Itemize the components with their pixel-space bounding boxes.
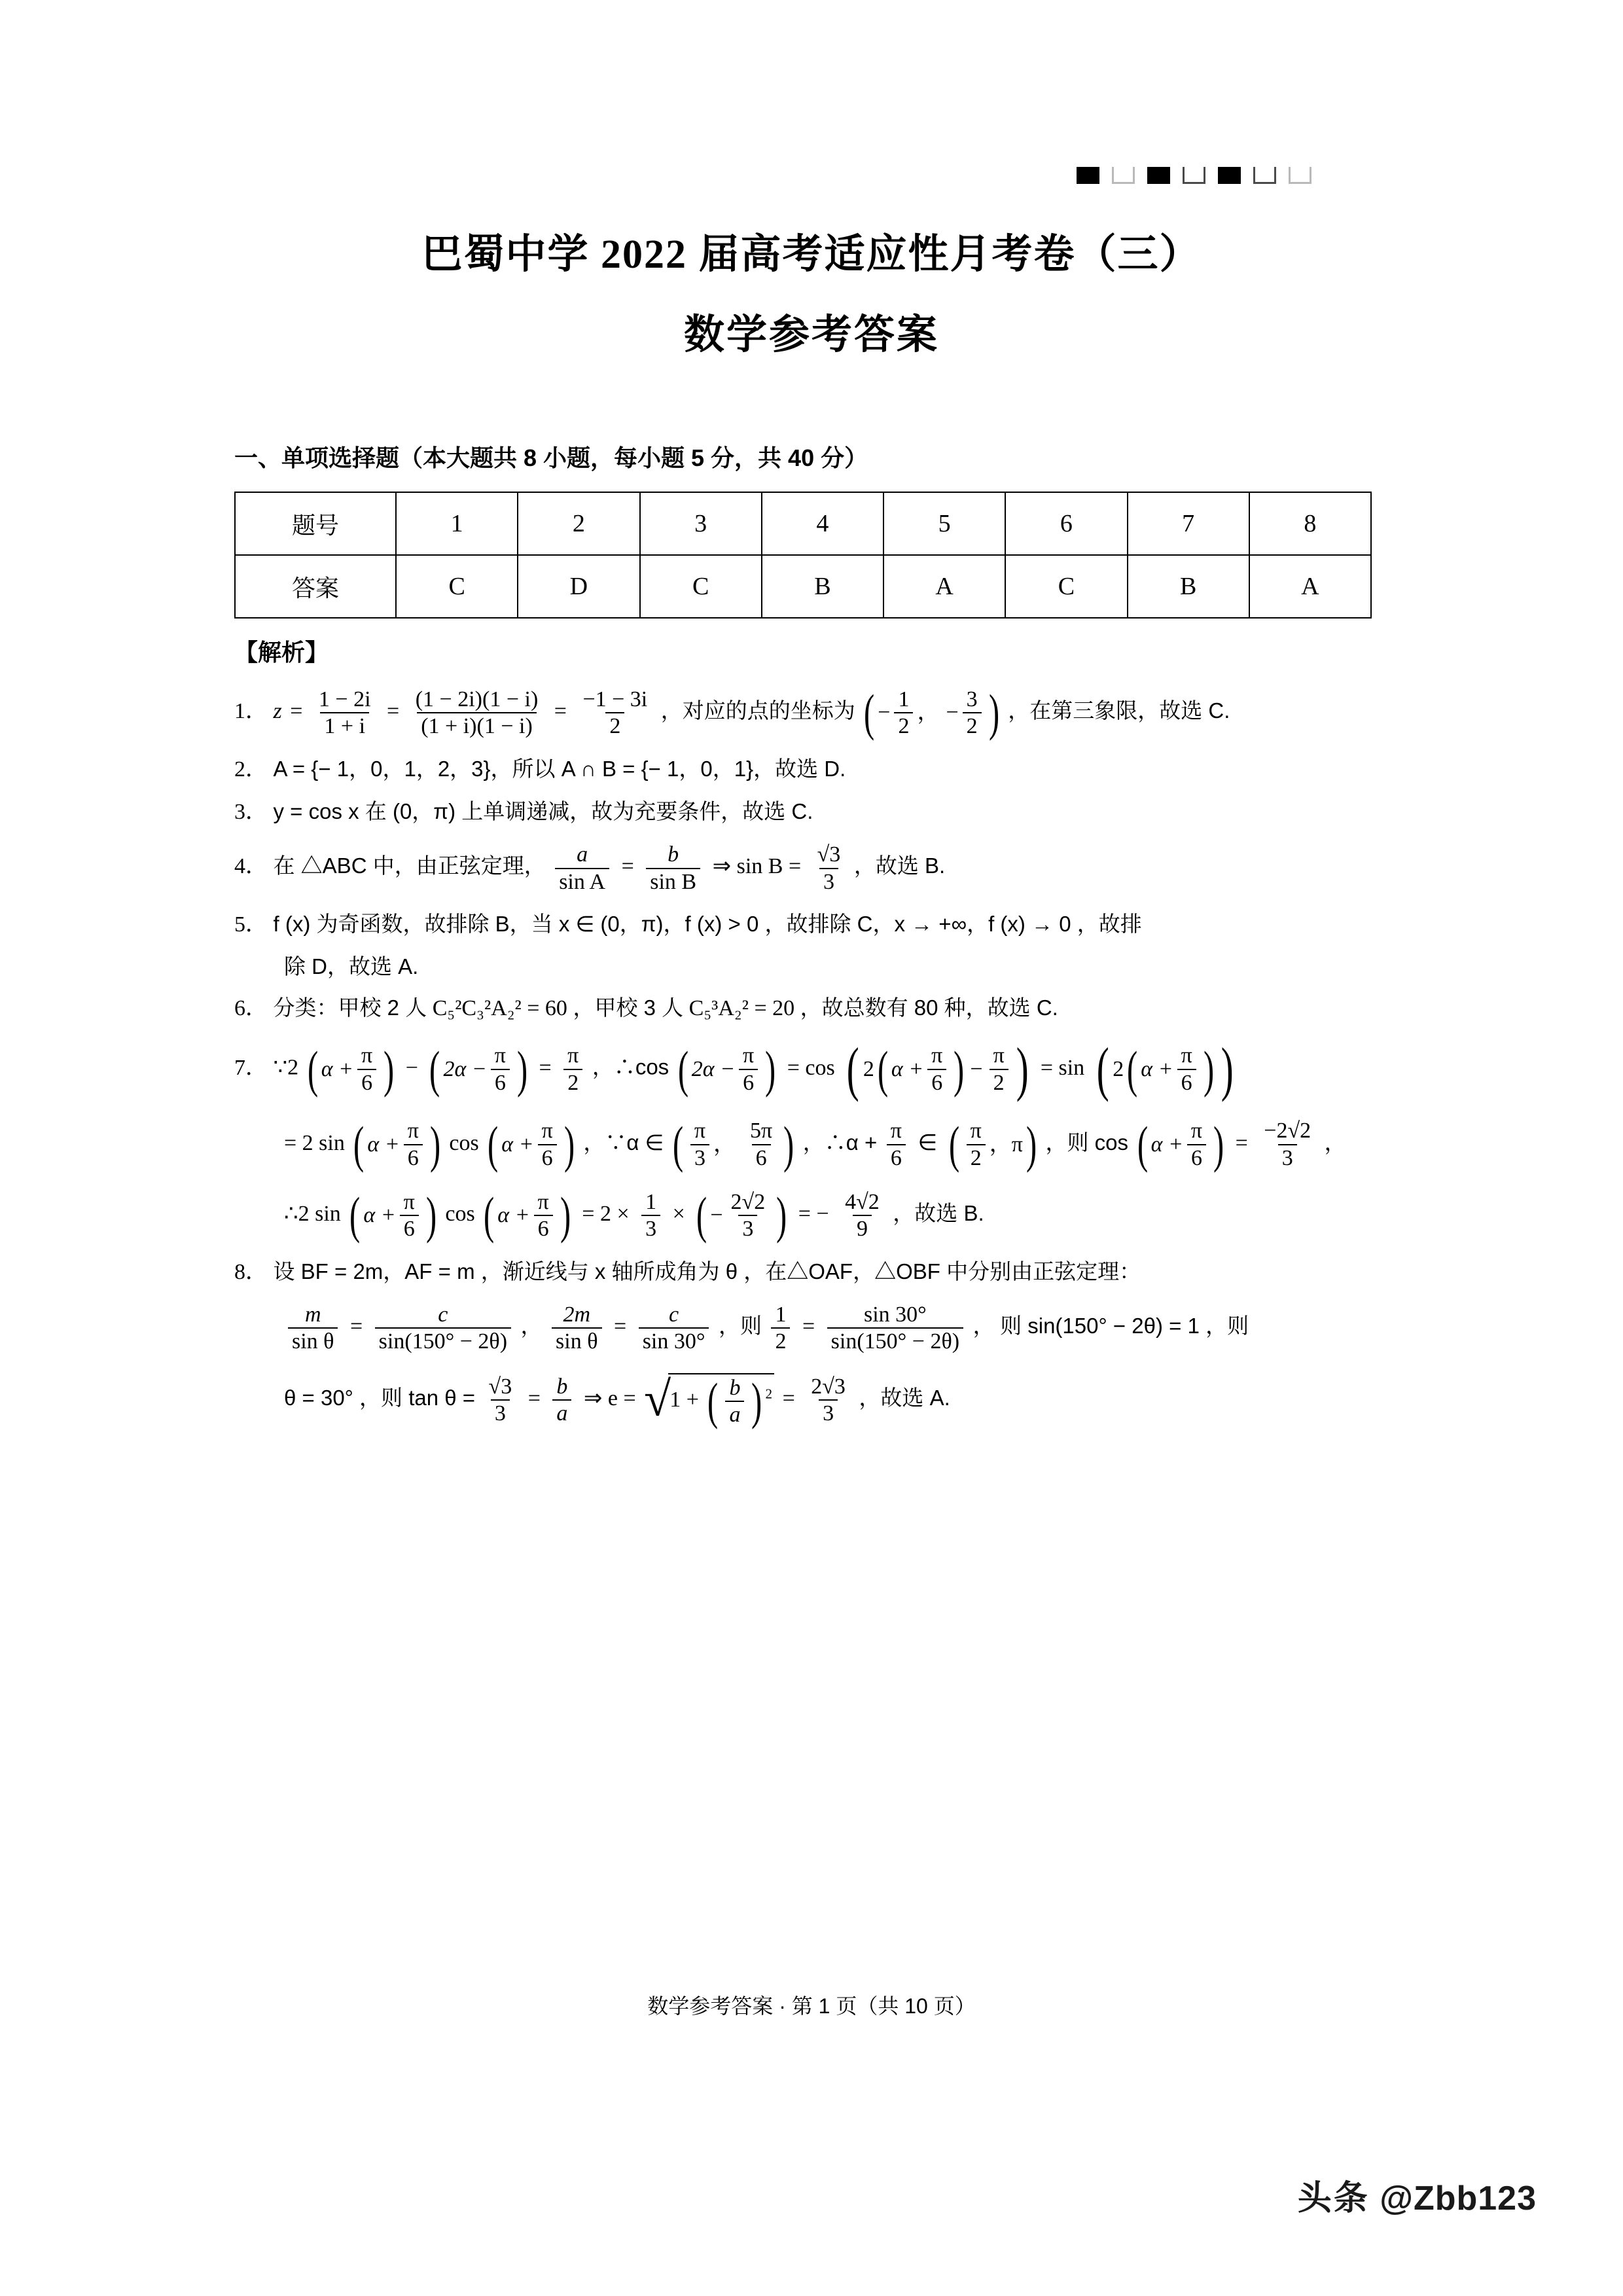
group-inner-2: ( α + $\frac{\pi}{6}$ ) (1127, 1040, 1214, 1098)
fraction-2sqrt3-3: $\frac{2√3}{3}$ (811, 1374, 846, 1426)
left-paren: ( (1096, 1035, 1109, 1102)
group-alpha-pi6d: ( α + $\frac{\pi}{6}$ ) (349, 1186, 437, 1244)
interval-pi3-5pi6: ( $\frac{\pi}{3}$ ， $\frac{5\pi}{6}$ ) (672, 1115, 794, 1173)
explanation-text: ，对应的点的坐标为 (660, 698, 855, 723)
right-paren: ) (1026, 1115, 1037, 1173)
solution-item-6 (234, 997, 1389, 1020)
left-paren: ( (948, 1115, 959, 1173)
fraction-pi-2: $\frac{\pi}{2}$ (990, 1044, 1008, 1094)
equals-sign: = (554, 698, 567, 723)
solution-text-line2: 除 D，故选 A. (284, 954, 419, 978)
left-paren: ( (864, 684, 875, 741)
group-inner: ( α + $\frac{\pi}{6}$ ) (877, 1040, 965, 1098)
fraction-b-a: $\frac{b}{a}$ (552, 1375, 571, 1426)
combination-expression-2: C₅³A₂² = 20 (688, 996, 795, 1020)
conclusion-text: ，故选 A. (859, 1385, 950, 1410)
solution-8-line-2 (234, 1303, 1389, 1354)
right-paren: ) (560, 1186, 571, 1244)
coordinate-pair: ( − $\frac{1}{2}$ ， − $\frac{3}{2}$ ) (864, 684, 999, 741)
interval-pi2-pi: ( $\frac{\pi}{2}$ ，π ) (948, 1115, 1037, 1173)
group-b-over-a (704, 1372, 765, 1429)
trailing-comma: ， (1324, 1130, 1346, 1155)
implication: ⇒ sin B = (712, 854, 802, 879)
left-paren: ( (672, 1115, 683, 1173)
comma: ， (520, 1314, 543, 1338)
therefore-2sin: ∴2 sin (284, 1201, 341, 1226)
fraction-pi-6: $\frac{\pi}{6}$ (538, 1119, 557, 1170)
right-paren: ) (751, 1372, 762, 1429)
solution-index: 7． (234, 1055, 268, 1080)
equals-sin: = sin (1040, 1055, 1085, 1080)
solution-8-line-3 (234, 1373, 1389, 1427)
solution-item-7 (234, 1035, 1389, 1244)
right-paren: ) (988, 684, 999, 741)
group-alpha-pi6: ( α + $\frac{\pi}{6}$ ) (353, 1115, 440, 1173)
group-2alpha-minus-pi6b: ( 2α − $\frac{\pi}{6}$ ) (677, 1040, 776, 1098)
solution-item-8 (234, 1261, 1389, 1427)
right-paren: ) (383, 1040, 395, 1098)
left-paren: ( (677, 1040, 688, 1098)
minus-sign: − (405, 1055, 418, 1080)
coordinate-y: $\frac{3}{2}$ (963, 688, 982, 738)
right-paren: ) (1221, 1035, 1234, 1102)
fraction-pi-3: $\frac{\pi}{3}$ (690, 1119, 709, 1170)
fraction-c-sin150: $\frac{c}{\sin(150^\circ - 2\theta)}$ (375, 1303, 511, 1354)
left-paren: ( (484, 1186, 495, 1244)
equals-cos: = cos (787, 1055, 835, 1080)
fraction-pi-6: $\frac{\pi}{6}$ (1187, 1119, 1206, 1170)
left-paren: ( (349, 1186, 361, 1244)
fraction-pi-6: $\frac{\pi}{6}$ (534, 1191, 553, 1241)
fraction-1-3: $\frac{1}{3}$ (641, 1191, 660, 1241)
fraction-sin30-sin150: $\frac{\sin 30^\circ}{\sin(150^\circ - 2\theta)}$ (827, 1303, 963, 1354)
lead-text: 分类：甲校 2 人 (273, 995, 427, 1020)
coordinate-x: $\frac{1}{2}$ (894, 688, 913, 738)
row-label-answer: 答案 (235, 555, 396, 618)
equals-sign: = (387, 698, 400, 723)
solution-index: 2． (234, 757, 268, 782)
fraction-4sqrt2-9: $\frac{4√2}{9}$ (845, 1189, 880, 1242)
right-paren: ) (783, 1115, 794, 1173)
therefore-alpha-plus: ，∴α + (802, 1130, 878, 1155)
question-no-2: 2 (518, 492, 639, 555)
solution-item-2 (234, 758, 1389, 781)
question-no-7: 7 (1128, 492, 1249, 555)
theta-30-tan: θ = 30° ，则 tan θ = (284, 1385, 476, 1410)
left-paren: ( (1137, 1115, 1148, 1173)
fraction-b-a: $\frac{b}{a}$ (725, 1376, 744, 1427)
fraction-c-sin30: $\frac{c}{\sin 30^\circ}$ (639, 1303, 709, 1354)
right-paren: ) (765, 1040, 776, 1098)
lead-text: 在 △ABC 中，由正弦定理， (273, 853, 546, 878)
conclusion-text: ，故选 B. (853, 853, 946, 878)
fraction-a-sinA: $\frac{a}{\text{sin A}}$ (555, 843, 609, 893)
right-paren: ) (1016, 1035, 1029, 1102)
page-subtitle: 数学参考答案 (683, 313, 939, 357)
conclusion-text: ，故选 B. (893, 1200, 984, 1225)
solution-index: 3． (234, 800, 268, 825)
equals-sign: = (527, 1386, 541, 1410)
radical-sign: √ (644, 1372, 671, 1427)
comma: ， (972, 1314, 995, 1338)
group-outer: ( 2 ( α + $\frac{\pi}{6}$ ) − $\frac{\pi}{2}$ ) (847, 1035, 1029, 1102)
conclusion-text: ，故总数有 80 种，故选 C. (800, 995, 1058, 1020)
right-paren: ) (563, 1115, 575, 1173)
content-column (234, 0, 1389, 1427)
solution-text-line1: f (x) 为奇函数，故排除 B，当 x ∈ (0，π)，f (x) > 0 ，故排除 C，x → +∞，f (x) → 0 ，故排 (273, 911, 1142, 936)
fraction-b-sinB: $\frac{b}{\text{sin B}}$ (646, 843, 700, 893)
answer-5: A (883, 555, 1005, 618)
implies-e-equals: ⇒ e = (583, 1386, 636, 1410)
answer-1: C (396, 555, 518, 618)
solution-index: 5． (234, 912, 268, 937)
question-no-1: 1 (396, 492, 518, 555)
square-root-expression (644, 1373, 774, 1427)
element-of: ∈ (918, 1130, 938, 1155)
times-sign: × (672, 1201, 685, 1226)
left-paren: ( (707, 1372, 719, 1429)
cos-label: cos (449, 1130, 479, 1155)
minus-sign: − (970, 1056, 983, 1081)
group-alpha-pi6b: ( α + $\frac{\pi}{6}$ ) (488, 1115, 575, 1173)
group-neg-2sqrt2-3: ( − $\frac{2√2}{3}$ ) (696, 1186, 787, 1244)
fraction-pi-6: $\frac{\pi}{6}$ (400, 1191, 419, 1241)
fraction-pi-6: $\frac{\pi}{6}$ (739, 1044, 758, 1094)
fraction-3: $\frac{-1 - 3i}{2}$ (582, 687, 648, 739)
right-paren: ) (1203, 1040, 1214, 1098)
watermark (1298, 2170, 1537, 2219)
answer-2: D (518, 555, 639, 618)
equals-sign: = (290, 698, 303, 723)
fraction-m-sintheta: $\frac{m}{\text{sin θ}}$ (288, 1303, 338, 1354)
equals-sign: = (1235, 1130, 1248, 1155)
watermark-prefix: 头条 (1297, 2179, 1370, 2217)
answer-3: C (640, 555, 762, 618)
group-2alpha-minus-pi6: ( 2α − $\frac{\pi}{6}$ ) (429, 1040, 528, 1098)
solution-index: 6． (234, 996, 268, 1020)
watermark-handle: @Zbb123 (1380, 2179, 1537, 2217)
left-paren: ( (847, 1035, 860, 1102)
left-paren: ( (1127, 1040, 1138, 1098)
solution-7-line-3 (234, 1186, 1389, 1244)
solution-8-line-1: 设 BF = 2m，AF = m ，渐近线与 x 轴所成角为 θ ，在△OAF，△OBF 中分别由正弦定理： (273, 1259, 1141, 1284)
cos-label: cos (445, 1201, 475, 1226)
solution-item-3 (234, 800, 1389, 823)
group-alpha-pi6c: ( α + $\frac{\pi}{6}$ ) (1137, 1115, 1224, 1173)
exponent-2: 2 (765, 1386, 773, 1402)
conclusion-text: ，在第三象限，故选 C. (1008, 698, 1230, 723)
solution-text: A = {− 1，0，1，2，3}，所以 A ∩ B = {− 1，0，1}，故选 D. (273, 757, 846, 781)
page-footer: 数学参考答案 · 第 1 页（共 10 页） (647, 1994, 976, 2018)
row-label-question-no: 题号 (235, 492, 396, 555)
therefore-cos: ，∴cos (592, 1054, 669, 1079)
fraction-pi-6: $\frac{\pi}{6}$ (491, 1044, 510, 1094)
fraction-sqrt3-3: $\frac{√3}{3}$ (817, 842, 841, 894)
left-paren: ( (353, 1115, 365, 1173)
fraction-pi-2: $\frac{\pi}{2}$ (967, 1119, 986, 1170)
table-row (235, 492, 1371, 555)
fraction-pi-6: $\frac{\pi}{6}$ (404, 1119, 423, 1170)
fraction-pi-6: $\frac{\pi}{6}$ (357, 1044, 376, 1094)
fraction-2sqrt2-3: $\frac{2√2}{3}$ (730, 1189, 766, 1242)
answer-table (234, 492, 1372, 619)
question-no-6: 6 (1005, 492, 1127, 555)
solution-text: y = cos x 在 (0，π) 上单调递减，故为充要条件，故选 C. (273, 799, 813, 824)
right-paren: ) (1213, 1115, 1224, 1173)
section-heading: 一、单项选择题（本大题共 8 小题，每小题 5 分，共 40 分） (234, 444, 868, 471)
fraction-5pi-6: $\frac{5\pi}{6}$ (750, 1119, 773, 1170)
equals-sign: = (782, 1386, 795, 1410)
two-sin: = 2 sin (284, 1130, 345, 1155)
mid-text: ，甲校 3 人 (573, 995, 684, 1020)
left-paren: ( (696, 1186, 707, 1244)
fraction-1-2: $\frac{1}{2}$ (771, 1303, 790, 1354)
variable-z: z (273, 698, 282, 723)
right-paren: ) (429, 1115, 440, 1173)
one-plus: 1 + (669, 1387, 699, 1412)
equals-sign: = (614, 1314, 627, 1339)
solution-item-1 (234, 684, 1389, 741)
left-paren: ( (877, 1040, 888, 1098)
solution-index: 8． (234, 1260, 268, 1285)
right-paren: ) (954, 1040, 965, 1098)
fraction-pi-6: $\frac{\pi}{6}$ (927, 1044, 946, 1094)
combination-expression-1: C₅²C₃²A₂² = 60 (432, 996, 567, 1020)
answer-4: B (762, 555, 883, 618)
table-row (235, 555, 1371, 618)
fraction-pi-6: $\frac{\pi}{6}$ (887, 1119, 906, 1170)
fraction-2m-sintheta: $\frac{2m}{\text{sin θ}}$ (552, 1303, 601, 1354)
then-cos: ，则 cos (1045, 1130, 1129, 1155)
equals-sign: = (539, 1055, 552, 1080)
fraction-result: $\frac{-2√2}{3}$ (1264, 1119, 1311, 1170)
fraction-pi-6: $\frac{\pi}{6}$ (1177, 1044, 1196, 1094)
because-alpha-in: ，∵α ∈ (583, 1130, 664, 1155)
equals-2-times: = 2 × (582, 1201, 630, 1226)
solution-item-4: 4． 在 △ABC 中，由正弦定理， $\frac{a}{\text{sin A}}$ = $\frac{b}{\text{sin B}}$ ⇒ sin B = $\frac{√3}{3}$ ，故选 B. (234, 842, 946, 894)
fraction-pi-2: $\frac{\pi}{2}$ (563, 1044, 582, 1094)
fraction-1: $\frac{1 - 2i}{1 + i}$ (318, 687, 371, 739)
fraction-2: $\frac{(1 - 2i)(1 - i)}{(1 + i)(1 - i)}$ (415, 687, 539, 739)
answer-7: B (1128, 555, 1249, 618)
equals-sign: = (802, 1314, 815, 1339)
answer-8: A (1249, 555, 1371, 618)
left-paren: ( (488, 1115, 499, 1173)
question-no-8: 8 (1249, 492, 1371, 555)
solution-7-line-2 (234, 1115, 1389, 1173)
page-title: 巴蜀中学 2022 届高考适应性月考卷（三） (421, 232, 1202, 277)
group-alpha-pi6e: ( α + $\frac{\pi}{6}$ ) (484, 1186, 571, 1244)
right-paren: ) (776, 1186, 787, 1244)
then-text: ，则 (718, 1314, 762, 1338)
because-2: ∵2 (273, 1055, 299, 1080)
solution-item-5 (234, 913, 1389, 977)
analysis-heading: 【解析】 (234, 639, 329, 666)
question-no-4: 4 (762, 492, 883, 555)
left-paren: ( (307, 1040, 318, 1098)
right-paren: ) (425, 1186, 437, 1244)
equals-negative: = − (798, 1201, 829, 1226)
question-no-5: 5 (883, 492, 1005, 555)
solution-index: 4． (234, 854, 268, 879)
question-no-3: 3 (640, 492, 762, 555)
then-sin-equals-1: 则 sin(150° − 2θ) = 1 ，则 (1000, 1314, 1249, 1338)
left-paren: ( (429, 1040, 440, 1098)
right-paren: ) (516, 1040, 528, 1098)
equals-sign: = (349, 1314, 363, 1339)
answer-6: C (1005, 555, 1127, 618)
group-alpha-plus-pi6: ( α + $\frac{\pi}{6}$ ) (307, 1040, 395, 1098)
solution-index: 1． (234, 698, 268, 723)
group-outer-2: ( 2 ( α + $\frac{\pi}{6}$ ) ) (1096, 1035, 1234, 1102)
fraction-sqrt3-3: $\frac{√3}{3}$ (488, 1374, 512, 1426)
